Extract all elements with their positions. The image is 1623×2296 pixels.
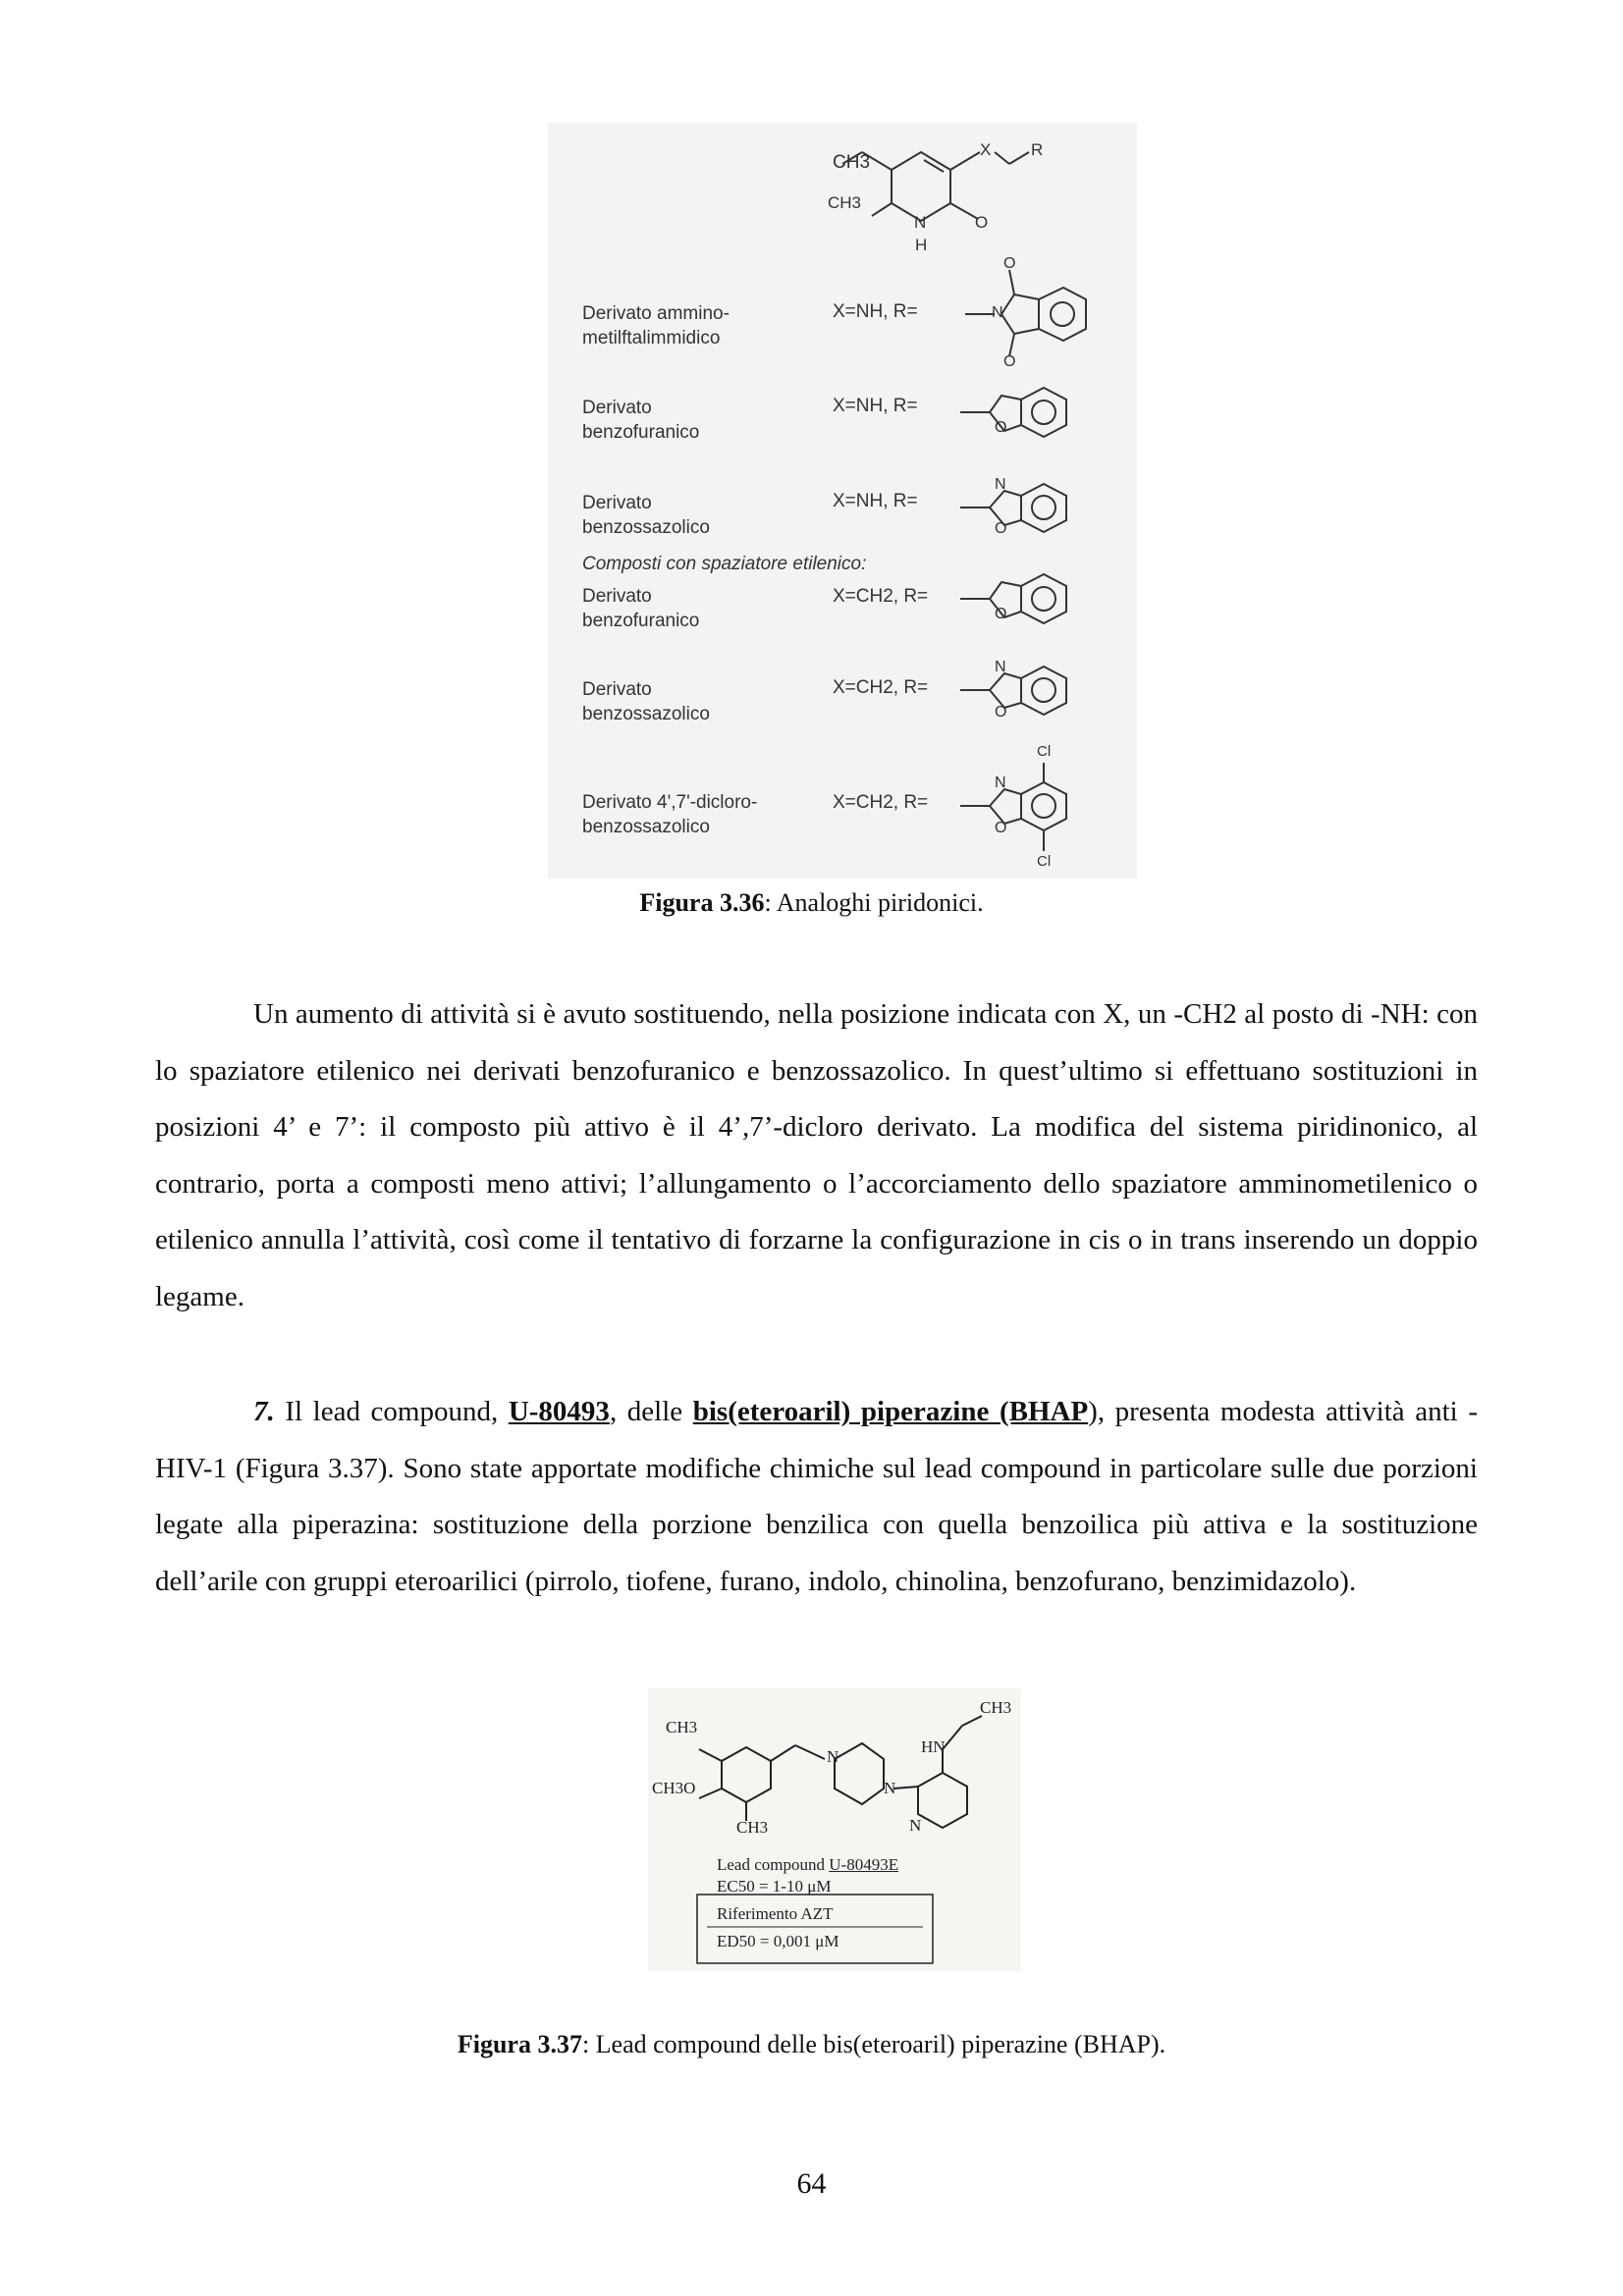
fig2-ch3o: CH3O (652, 1779, 696, 1797)
row-5-o: O (995, 704, 1007, 721)
fig2-n-pyridine: N (909, 1816, 922, 1835)
fig2-n1: N (827, 1747, 839, 1766)
fig2-ch3-top: CH3 (980, 1698, 1012, 1717)
fig2-n2: N (884, 1779, 896, 1797)
fig2-ec50: EC50 = 1-10 μM (717, 1877, 832, 1896)
row-5-name: Derivato benzossazolico (582, 679, 710, 724)
core-ch3-top: CH3 (833, 152, 871, 173)
row-1-name: Derivato ammino- metilftalimmidico (582, 303, 730, 348)
row-6-cl-top: Cl (1037, 743, 1052, 760)
row-1-n: N (992, 304, 1003, 321)
page-number: 64 (796, 2167, 827, 2200)
row-4-o: O (995, 606, 1007, 622)
row-5-n: N (995, 659, 1006, 675)
fig2-hn: HN (921, 1737, 946, 1756)
core-ch3-left: CH3 (828, 193, 862, 212)
figure-3-36 (548, 123, 1137, 879)
row-3-n: N (995, 476, 1006, 493)
row-1-o-bottom: O (1003, 353, 1016, 370)
fig2-ref: Riferimento AZT (717, 1904, 834, 1923)
row-6-n: N (995, 774, 1006, 791)
row-3-substitution: X=NH, R= (833, 491, 918, 511)
link-bhap[interactable]: bis(eteroaril) piperazine (BHAP (692, 1396, 1089, 1427)
figure-3-37 (648, 1688, 1021, 1971)
row-2-name: Derivato benzofuranico (582, 398, 700, 443)
row-1-o-top: O (1003, 255, 1016, 272)
row-4-name: Derivato benzofuranico (582, 586, 700, 631)
core-o: O (975, 213, 989, 232)
fig2-ch3-left-top: CH3 (666, 1718, 698, 1736)
row-5-substitution: X=CH2, R= (833, 677, 929, 698)
item-number: 7. (253, 1396, 275, 1427)
core-n: N (914, 213, 927, 232)
paragraph-2: 7. Il lead compound, U-80493, delle bis(eteroaril) piperazine (BHAP), presenta modesta attività anti -HIV-1 (Figura 3.37). Sono state apportate modifiche chimiche sul lead compound in particolare sulle due porzioni legate alla piperazina: sostituzione della porzione benzilica con quella benzoilica più attiva e la sostituzione dell’arile con gruppi eteroarilici (pirrolo, tiofene, furano, indolo, chinolina, benzofurano, benzimidazolo). (155, 1396, 1478, 1597)
section-label: Composti con spaziatore etilenico: (582, 554, 867, 574)
core-r: R (1031, 140, 1044, 159)
figure-3-37-structure (648, 1688, 1021, 1971)
figure-3-36-caption: Figura 3.36: Analoghi piridonici. (639, 888, 984, 917)
paragraph-1: Un aumento di attività si è avuto sostituendo, nella posizione indicata con X, un -CH2 al posto di -NH: con lo spaziatore etilenico nei derivati benzofuranico e benzossazolico. In quest’ultimo si effettuano sostituzioni in posizioni 4’ e 7’: il composto più attivo è il 4’,7’-dicloro derivato. La modifica del sistema piridinonico, al contrario, porta a composti meno attivi; l’allungamento o l’accorciamento dello spaziatore amminometilenico o etilenico annulla l’attività, così come il tentativo di forzarne la configurazione in cis o in trans inserendo un doppio legame. (155, 998, 1478, 1312)
fig2-ed50: ED50 = 0,001 μM (717, 1932, 839, 1950)
row-6-cl-bottom: Cl (1037, 853, 1052, 870)
row-1-substitution: X=NH, R= (833, 301, 918, 322)
fig2-ch3-bottom: CH3 (736, 1818, 769, 1837)
core-x: X (980, 140, 992, 159)
row-4-substitution: X=CH2, R= (833, 586, 929, 607)
row-6-o: O (995, 820, 1007, 836)
row-2-substitution: X=NH, R= (833, 396, 918, 416)
row-3-name: Derivato benzossazolico (582, 493, 710, 538)
core-h: H (915, 236, 928, 254)
row-3-o: O (995, 520, 1007, 537)
row-6-name: Derivato 4',7'-dicloro- benzossazolico (582, 792, 758, 837)
row-2-o: O (995, 419, 1007, 436)
fig2-lead-label: Lead compound U-80493E (717, 1855, 899, 1874)
figure-3-37-caption: Figura 3.37: Lead compound delle bis(eteroaril) piperazine (BHAP). (457, 2030, 1166, 2058)
link-u-80493[interactable]: U-80493 (508, 1396, 610, 1427)
row-6-substitution: X=CH2, R= (833, 792, 929, 813)
